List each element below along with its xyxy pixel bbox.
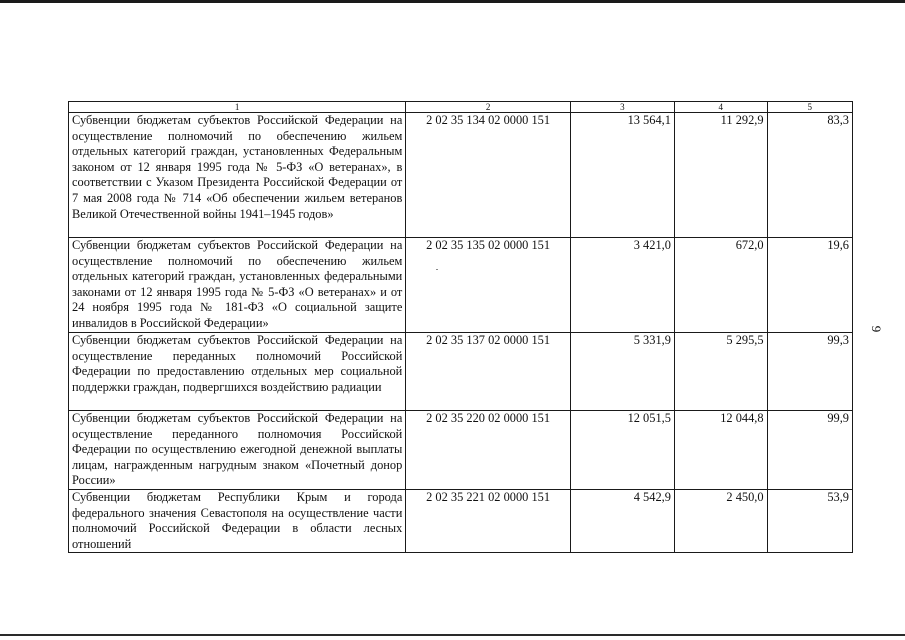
row-budget-code: 2 02 35 135 02 0000 151 <box>406 238 571 333</box>
header-col-2: 2 <box>406 102 571 113</box>
row-value-col5: 83,3 <box>767 113 852 238</box>
header-col-5: 5 <box>767 102 852 113</box>
row-description: Субвенции бюджетам субъектов Российской Федерации на осуществление полномочий по обеспечению жильем отдельных категорий граждан, установленных федеральными законами от 12 января 1995 года № 5-ФЗ «О ветеранах» и от 24 ноября 1995 года № 181-ФЗ «О социальной защите инвалидов в Российской Федерации» <box>69 238 406 333</box>
table-row <box>69 333 853 411</box>
row-description: Субвенции бюджетам субъектов Российской Федерации на осуществление переданных полномочий Российской Федерации по предоставлению отдельных мер социальной поддержки граждан, подвергшихся воздействию радиации <box>69 333 406 411</box>
header-col-4: 4 <box>674 102 767 113</box>
row-description: Субвенции бюджетам Республики Крым и города федерального значения Севастополя на осуществление части полномочий Российской Федерации в области лесных отношений <box>69 489 406 552</box>
row-budget-code: 2 02 35 134 02 0000 151 <box>406 113 571 238</box>
row-value-col4: 672,0 <box>674 238 767 333</box>
budget-table <box>68 101 853 553</box>
row-value-col5: 19,6 <box>767 238 852 333</box>
row-value-col4: 12 044,8 <box>674 411 767 490</box>
row-description: Субвенции бюджетам субъектов Российской Федерации на осуществление переданного полномочия Российской Федерации по осуществлению ежегодной денежной выплаты лицам, награжденным нагрудным знаком «Почетный донор России» <box>69 411 406 490</box>
table-row <box>69 113 853 238</box>
scan-speck <box>436 269 438 270</box>
row-value-col4: 11 292,9 <box>674 113 767 238</box>
header-col-1: 1 <box>69 102 406 113</box>
page-number: 9 <box>869 325 884 333</box>
row-value-col5: 99,3 <box>767 333 852 411</box>
row-value-col5: 53,9 <box>767 489 852 552</box>
row-value-col3: 13 564,1 <box>570 113 674 238</box>
table-row <box>69 489 853 552</box>
table-row <box>69 238 853 333</box>
row-value-col4: 5 295,5 <box>674 333 767 411</box>
row-budget-code: 2 02 35 220 02 0000 151 <box>406 411 571 490</box>
scan-edge-top <box>0 0 905 3</box>
row-value-col3: 4 542,9 <box>570 489 674 552</box>
row-description: Субвенции бюджетам субъектов Российской Федерации на осуществление полномочий по обеспечению жильем отдельных категорий граждан, установленных Федеральным законом от 12 января 1995 года № 5-ФЗ «О ветеранах», в соответствии с Указом Президента Российской Федерации от 7 мая 2008 года № 714 «Об обеспечении жильем ветеранов Великой Отечественной войны 1941–1945 годов» <box>69 113 406 238</box>
row-value-col5: 99,9 <box>767 411 852 490</box>
row-value-col3: 5 331,9 <box>570 333 674 411</box>
scan-edge-bottom <box>0 634 905 636</box>
table-row <box>69 411 853 490</box>
row-budget-code: 2 02 35 221 02 0000 151 <box>406 489 571 552</box>
row-value-col4: 2 450,0 <box>674 489 767 552</box>
row-value-col3: 3 421,0 <box>570 238 674 333</box>
row-value-col3: 12 051,5 <box>570 411 674 490</box>
header-col-3: 3 <box>570 102 674 113</box>
row-budget-code: 2 02 35 137 02 0000 151 <box>406 333 571 411</box>
table-header <box>69 102 853 113</box>
